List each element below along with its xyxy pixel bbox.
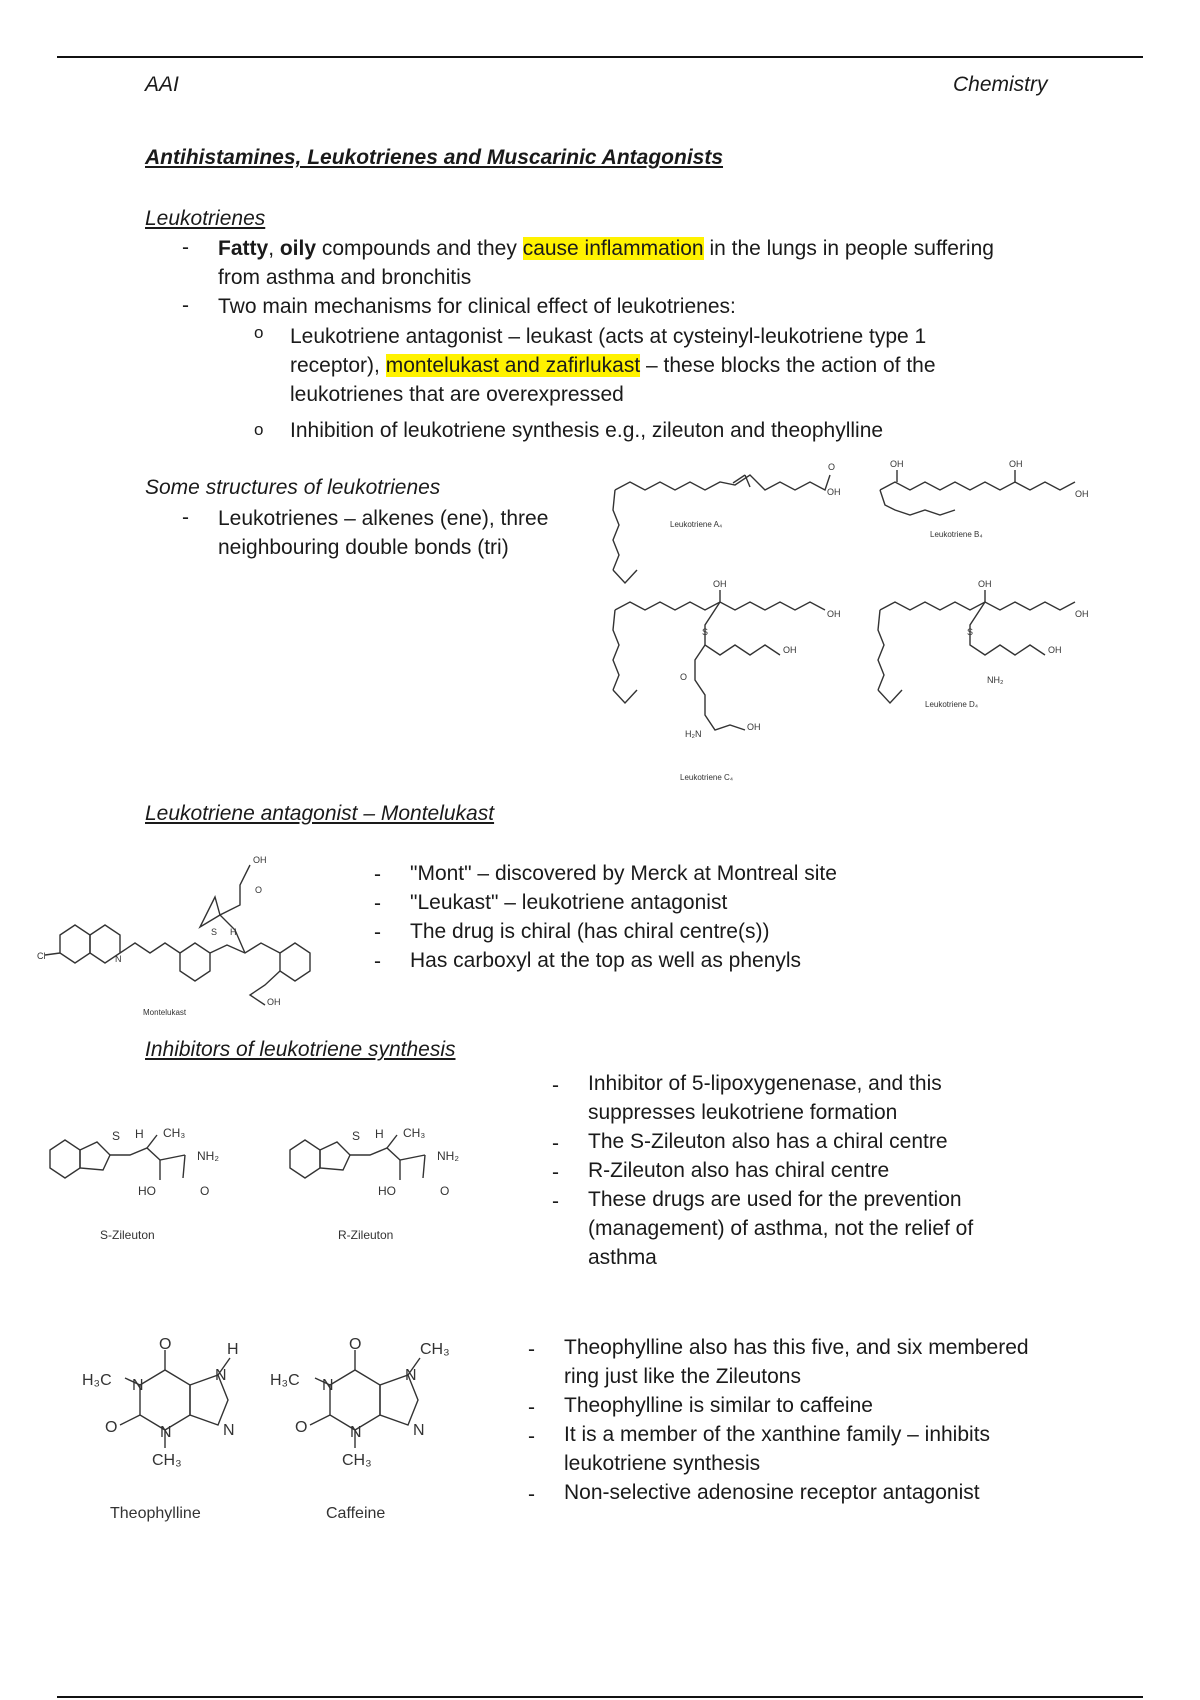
highlight-montelukast: montelukast and zafirlukast bbox=[385, 354, 641, 377]
caf-n1: N bbox=[322, 1377, 334, 1394]
theo-n9: N bbox=[223, 1422, 235, 1439]
bullet-dash: - bbox=[528, 1483, 535, 1506]
page-title: Antihistamines, Leukotrienes and Muscarinic Antagonists bbox=[145, 146, 724, 169]
caffeine-label: Caffeine bbox=[326, 1505, 386, 1522]
bullet-dash: - bbox=[528, 1396, 535, 1419]
caf-ch3-top: CH₃ bbox=[420, 1341, 450, 1358]
ltd4-oh-3: OH bbox=[1048, 645, 1062, 655]
lta4-label: Leukotriene A₄ bbox=[670, 520, 723, 529]
montelukast-oh-bottom: OH bbox=[267, 997, 281, 1007]
bullet-dash: - bbox=[552, 1161, 559, 1184]
caf-o-left: O bbox=[295, 1419, 308, 1436]
theo-n1: N bbox=[132, 1377, 144, 1394]
leukotriene-sub-bullet-2: Inhibition of leukotriene synthesis e.g., zileuton and theophylline bbox=[290, 419, 884, 442]
bullet-dash: - bbox=[182, 294, 189, 317]
leukotriene-sub-bullet-1: Leukotriene antagonist – leukast (acts at cysteinyl-leukotriene type 1 receptor), montelukast and zafirlukast – these blocks the action of the leukotrienes that are overexpressed bbox=[290, 325, 936, 406]
montelukast-bullet-3: The drug is chiral (has chiral centre(s)) bbox=[410, 920, 770, 943]
lta4-o: O bbox=[828, 462, 836, 472]
highlight-cause-inflammation: cause inflammation bbox=[522, 237, 704, 260]
ltb4-oh-1: OH bbox=[890, 459, 904, 469]
top-rule bbox=[57, 56, 1143, 58]
inhibitors-heading: Inhibitors of leukotriene synthesis bbox=[145, 1038, 456, 1061]
leukotrienes-heading: Leukotrienes bbox=[145, 207, 266, 230]
ltd4-oh: OH bbox=[978, 579, 992, 589]
sub-bullet-circle: o bbox=[254, 323, 264, 342]
ltd4-oh-2: OH bbox=[1075, 609, 1089, 619]
r-zileuton-ho: HO bbox=[378, 1184, 396, 1198]
s-zileuton-nh2: NH₂ bbox=[197, 1149, 219, 1163]
s-zileuton-ch3: CH₃ bbox=[163, 1126, 186, 1140]
s-zileuton-label: S-Zileuton bbox=[100, 1228, 155, 1242]
bullet-dash: - bbox=[374, 863, 381, 886]
montelukast-cl: Cl bbox=[37, 951, 46, 961]
caf-h3c: H₃C bbox=[270, 1372, 300, 1389]
xanthine-bullet-1: Theophylline also has this five, and six membered ring just like the Zileutons bbox=[564, 1336, 1029, 1388]
ltb4-oh-3: OH bbox=[1075, 489, 1089, 499]
caf-n7: N bbox=[405, 1367, 417, 1384]
theo-ch3: CH₃ bbox=[152, 1452, 182, 1469]
theo-n7: N bbox=[215, 1367, 227, 1384]
bullet-dash: - bbox=[182, 506, 189, 529]
bold-fatty: Fatty bbox=[218, 237, 269, 260]
bullet-dash: - bbox=[528, 1425, 535, 1448]
caf-o-top: O bbox=[349, 1336, 362, 1353]
montelukast-heading: Leukotriene antagonist – Montelukast bbox=[145, 802, 495, 825]
bottom-rule bbox=[57, 1696, 1143, 1698]
caf-n9: N bbox=[413, 1422, 425, 1439]
ltb4-oh-2: OH bbox=[1009, 459, 1023, 469]
structures-heading: Some structures of leukotrienes bbox=[145, 476, 441, 499]
s-zileuton-h: H bbox=[135, 1127, 144, 1141]
zileuton-bullet-2: The S-Zileuton also has a chiral centre bbox=[588, 1130, 948, 1153]
ltc4-oh-2: OH bbox=[827, 609, 841, 619]
bullet-dash: - bbox=[374, 892, 381, 915]
leukotriene-bullet-2: Two main mechanisms for clinical effect of leukotrienes: bbox=[218, 295, 736, 318]
montelukast-s: S bbox=[211, 927, 218, 937]
montelukast-label: Montelukast bbox=[143, 1008, 187, 1017]
r-zileuton-o: O bbox=[440, 1184, 450, 1198]
theo-o-left: O bbox=[105, 1419, 118, 1436]
r-zileuton-s: S bbox=[352, 1129, 361, 1143]
structures-bullet: Leukotrienes – alkenes (ene), three neighbouring double bonds (tri) bbox=[218, 507, 549, 559]
leukotriene-structures-figure bbox=[585, 455, 1095, 785]
ltc4-oh-3: OH bbox=[783, 645, 797, 655]
xanthine-bullet-3: It is a member of the xanthine family – inhibits leukotriene synthesis bbox=[564, 1423, 991, 1475]
s-zileuton-o: O bbox=[200, 1184, 210, 1198]
zileuton-structures bbox=[35, 1110, 505, 1250]
ltc4-oh: OH bbox=[713, 579, 727, 589]
xanthine-structures bbox=[70, 1330, 470, 1540]
ltc4-o: O bbox=[680, 672, 688, 682]
s-zileuton-ho: HO bbox=[138, 1184, 156, 1198]
bullet-dash: - bbox=[552, 1190, 559, 1213]
ltd4-s: S bbox=[967, 627, 974, 637]
header-left: AAI bbox=[145, 73, 179, 96]
zileuton-bullet-3: R-Zileuton also has chiral centre bbox=[588, 1159, 890, 1182]
caf-ch3: CH₃ bbox=[342, 1452, 372, 1469]
montelukast-o: O bbox=[255, 885, 263, 895]
bold-oily: oily bbox=[279, 237, 317, 260]
ltc4-label: Leukotriene C₄ bbox=[680, 773, 734, 782]
montelukast-bullet-4: Has carboxyl at the top as well as phenyls bbox=[410, 949, 802, 972]
sub-bullet-circle: o bbox=[254, 420, 264, 439]
theophylline-label: Theophylline bbox=[110, 1505, 201, 1522]
montelukast-bullet-1: "Mont" – discovered by Merck at Montreal site bbox=[410, 862, 837, 885]
montelukast-bullet-2: "Leukast" – leukotriene antagonist bbox=[410, 891, 728, 914]
r-zileuton-h: H bbox=[375, 1127, 384, 1141]
ltd4-nh2: NH₂ bbox=[987, 675, 1004, 685]
bullet-dash: - bbox=[374, 950, 381, 973]
bullet-dash: - bbox=[528, 1338, 535, 1361]
ltc4-oh-4: OH bbox=[747, 722, 761, 732]
s-zileuton-s: S bbox=[112, 1129, 121, 1143]
zileuton-bullet-1: Inhibitor of 5-lipoxygenenase, and this suppresses leukotriene formation bbox=[588, 1072, 942, 1124]
r-zileuton-ch3: CH₃ bbox=[403, 1126, 426, 1140]
xanthine-bullet-2: Theophylline is similar to caffeine bbox=[564, 1394, 873, 1417]
montelukast-n: N bbox=[115, 954, 122, 964]
caf-n3: N bbox=[350, 1424, 362, 1441]
r-zileuton-label: R-Zileuton bbox=[338, 1228, 394, 1242]
bullet-dash: - bbox=[374, 921, 381, 944]
xanthine-bullet-4: Non-selective adenosine receptor antagonist bbox=[564, 1481, 980, 1504]
bullet-dash: - bbox=[552, 1132, 559, 1155]
montelukast-h: H bbox=[230, 927, 237, 937]
ltd4-label: Leukotriene D₄ bbox=[925, 700, 979, 709]
lta4-oh: OH bbox=[827, 487, 841, 497]
theo-o-top: O bbox=[159, 1336, 172, 1353]
zileuton-bullet-4: These drugs are used for the prevention (management) of asthma, not the relief of asthma bbox=[588, 1188, 974, 1269]
theo-h: H bbox=[227, 1341, 239, 1358]
montelukast-oh-top: OH bbox=[253, 855, 267, 865]
bullet-dash: - bbox=[552, 1074, 559, 1097]
ltb4-label: Leukotriene B₄ bbox=[930, 530, 983, 539]
bullet-dash: - bbox=[182, 236, 189, 259]
r-zileuton-nh2: NH₂ bbox=[437, 1149, 459, 1163]
ltc4-s: S bbox=[702, 627, 709, 637]
ltc4-h2n: H₂N bbox=[685, 729, 702, 739]
header-right: Chemistry bbox=[953, 73, 1048, 96]
theo-n3: N bbox=[160, 1424, 172, 1441]
theo-h3c: H₃C bbox=[82, 1372, 112, 1389]
leukotriene-bullet-1: Fatty, oily compounds and they cause inflammation in the lungs in people suffering from asthma and bronchitis bbox=[218, 237, 994, 289]
montelukast-structure bbox=[35, 845, 355, 1020]
